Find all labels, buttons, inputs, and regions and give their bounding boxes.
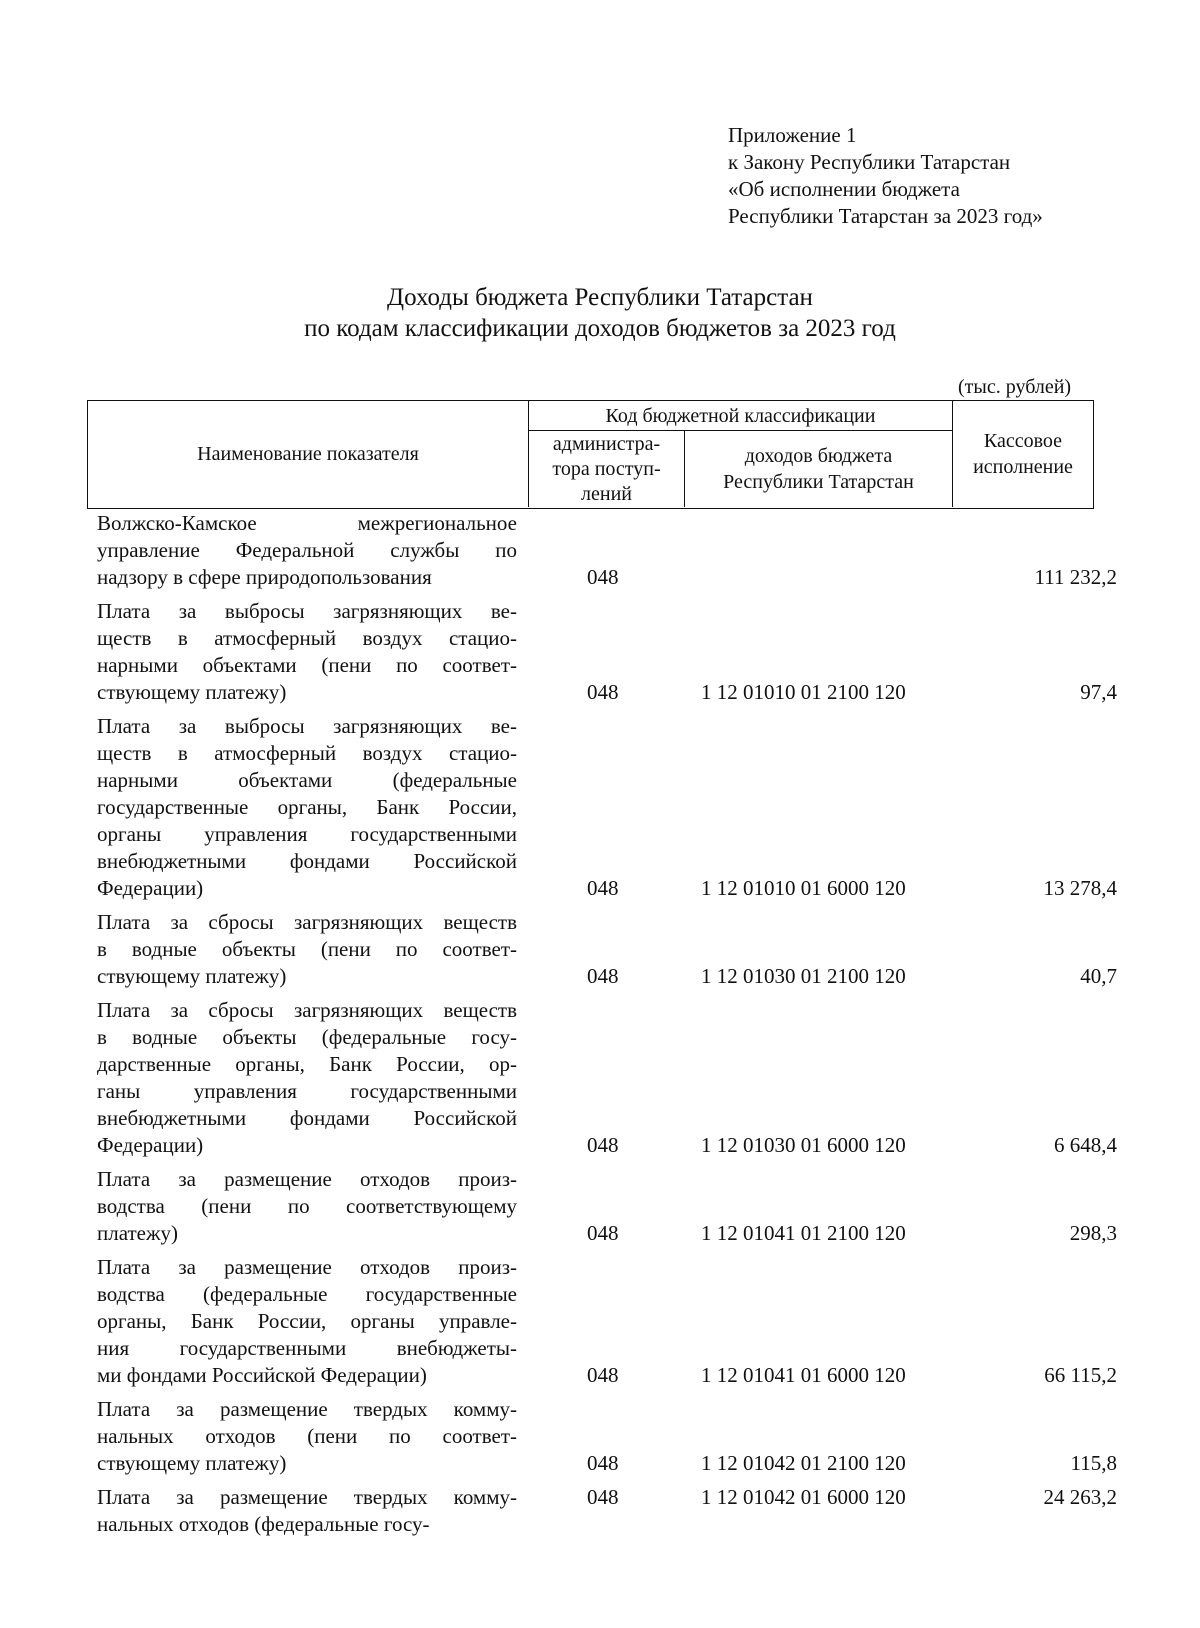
row-name-line: Плата за сбросы загрязняющих веществ: [97, 998, 517, 1022]
row-income-code: 1 12 01030 01 6000 120: [701, 1133, 906, 1157]
row-admin-code: 048: [587, 1485, 619, 1509]
row-name-line: надзору в сфере природопользования: [97, 565, 432, 589]
row-admin-code: 048: [587, 680, 619, 704]
header-cash-line-1: Кассовое: [983, 430, 1063, 452]
title-line-2: по кодам классификации доходов бюджетов за 2023 год: [304, 315, 896, 342]
row-name: [97, 1484, 517, 1538]
row-name-line: Плата за размещение твердых комму-: [97, 1397, 517, 1421]
row-name-line: ми фондами Российской Федерации): [97, 1363, 427, 1387]
row-amount: 40,7: [1080, 964, 1117, 988]
row-name-line: Плата за выбросы загрязняющих ве-: [97, 599, 517, 623]
row-income-code: 1 12 01010 01 2100 120: [701, 680, 906, 704]
row-name: [97, 1396, 517, 1477]
row-admin-code: 048: [587, 1451, 619, 1475]
appendix-line-2: к Закону Республики Татарстан: [728, 150, 1011, 174]
row-name-line: Плата за сбросы загрязняющих веществ: [97, 910, 517, 934]
row-name-line: нальных отходов (пени по соответ-: [97, 1424, 517, 1448]
row-name-line: водства (пени по соответствующему: [97, 1194, 517, 1218]
row-income-code: 1 12 01042 01 2100 120: [701, 1451, 906, 1475]
row-name-line: Плата за размещение твердых комму-: [97, 1485, 517, 1509]
row-name-line: Федерации): [97, 1133, 204, 1157]
row-name-line: органы управления государственными: [97, 822, 517, 846]
row-amount: 97,4: [1080, 680, 1117, 704]
row-amount: 66 115,2: [1044, 1363, 1117, 1387]
row-income-code: 1 12 01010 01 6000 120: [701, 876, 906, 900]
row-name-line: ществ в атмосферный воздух стацио-: [97, 741, 517, 765]
header-code-group: Код бюджетной классификации: [605, 404, 876, 427]
header-code-group-cell: [529, 401, 953, 431]
header-admin-line-2: тора поступ-: [552, 457, 661, 480]
row-name-line: ствующему платежу): [97, 1451, 287, 1475]
row-income-code: 1 12 01042 01 6000 120: [701, 1485, 906, 1509]
row-name-line: органы, Банк России, органы управле-: [97, 1309, 517, 1333]
appendix-line-1: Приложение 1: [728, 123, 857, 147]
row-name-line: государственные органы, Банк России,: [97, 795, 517, 819]
header-income-line-2: Республики Татарстан: [723, 471, 914, 493]
row-admin-code: 048: [587, 565, 619, 589]
row-amount: 298,3: [1069, 1221, 1117, 1245]
row-income-code: 1 12 01030 01 2100 120: [701, 964, 906, 988]
row-name-line: в водные объекты (пени по соответ-: [97, 937, 517, 961]
header-cash-cell: [953, 401, 1093, 507]
title-line-1: Доходы бюджета Республики Татарстан: [387, 284, 813, 311]
row-admin-code: 048: [587, 1363, 619, 1387]
row-name-line: ществ в атмосферный воздух стацио-: [97, 626, 517, 650]
row-name: [97, 997, 517, 1159]
units-label: (тыс. рублей): [958, 376, 1072, 398]
row-amount: 111 232,2: [1034, 565, 1117, 589]
header-admin-cell: [529, 431, 685, 507]
row-admin-code: 048: [587, 1133, 619, 1157]
document-title: [0, 282, 1200, 344]
row-name: [97, 510, 517, 591]
row-amount: 24 263,2: [1043, 1485, 1117, 1509]
appendix-line-3: «Об исполнении бюджета: [728, 177, 960, 201]
header-income-cell: [685, 431, 953, 507]
row-name-line: платежу): [97, 1221, 178, 1245]
row-name-line: Волжско-Камское межрегиональное: [97, 511, 517, 535]
appendix-block: [728, 122, 1043, 230]
row-name: [97, 1166, 517, 1247]
row-amount: 115,8: [1070, 1451, 1117, 1475]
row-name: [97, 1254, 517, 1389]
row-admin-code: 048: [587, 876, 619, 900]
row-name-line: в водные объекты (федеральные госу-: [97, 1025, 517, 1049]
row-name-line: внебюджетными фондами Российской: [97, 1106, 517, 1130]
row-name-line: Федерации): [97, 876, 204, 900]
row-income-code: 1 12 01041 01 2100 120: [701, 1221, 906, 1245]
header-income-line-1: доходов бюджета: [744, 445, 893, 467]
header-cash-line-2: исполнение: [973, 456, 1073, 478]
row-name-line: ния государственными внебюджеты-: [97, 1336, 517, 1360]
row-name-line: Плата за размещение отходов произ-: [97, 1255, 517, 1279]
header-admin-line-3: лений: [581, 482, 632, 505]
row-amount: 13 278,4: [1043, 876, 1117, 900]
row-name: [97, 713, 517, 902]
appendix-line-4: Республики Татарстан за 2023 год»: [728, 204, 1043, 228]
row-name-line: ганы управления государственными: [97, 1079, 517, 1103]
row-name-line: водства (федеральные государственные: [97, 1282, 517, 1306]
row-name-line: нальных отходов (федеральные госу-: [97, 1512, 430, 1536]
row-name: [97, 909, 517, 990]
row-name-line: нарными объектами (федеральные: [97, 768, 517, 792]
row-name: [97, 598, 517, 706]
row-name-line: ствующему платежу): [97, 964, 287, 988]
header-admin-line-1: администра-: [552, 432, 661, 455]
header-name-cell: [88, 401, 529, 507]
row-name-line: Плата за размещение отходов произ-: [97, 1167, 517, 1191]
row-name-line: нарными объектами (пени по соответ-: [97, 653, 517, 677]
row-name-line: Плата за выбросы загрязняющих ве-: [97, 714, 517, 738]
row-name-line: ствующему платежу): [97, 680, 287, 704]
row-name-line: дарственные органы, Банк России, ор-: [97, 1052, 517, 1076]
row-admin-code: 048: [587, 1221, 619, 1245]
header-name: Наименование показателя: [197, 443, 419, 465]
row-income-code: 1 12 01041 01 6000 120: [701, 1363, 906, 1387]
row-admin-code: 048: [587, 964, 619, 988]
row-name-line: управление Федеральной службы по: [97, 538, 517, 562]
table-header: [87, 400, 1094, 509]
row-amount: 6 648,4: [1054, 1133, 1117, 1157]
row-name-line: внебюджетными фондами Российской: [97, 849, 517, 873]
